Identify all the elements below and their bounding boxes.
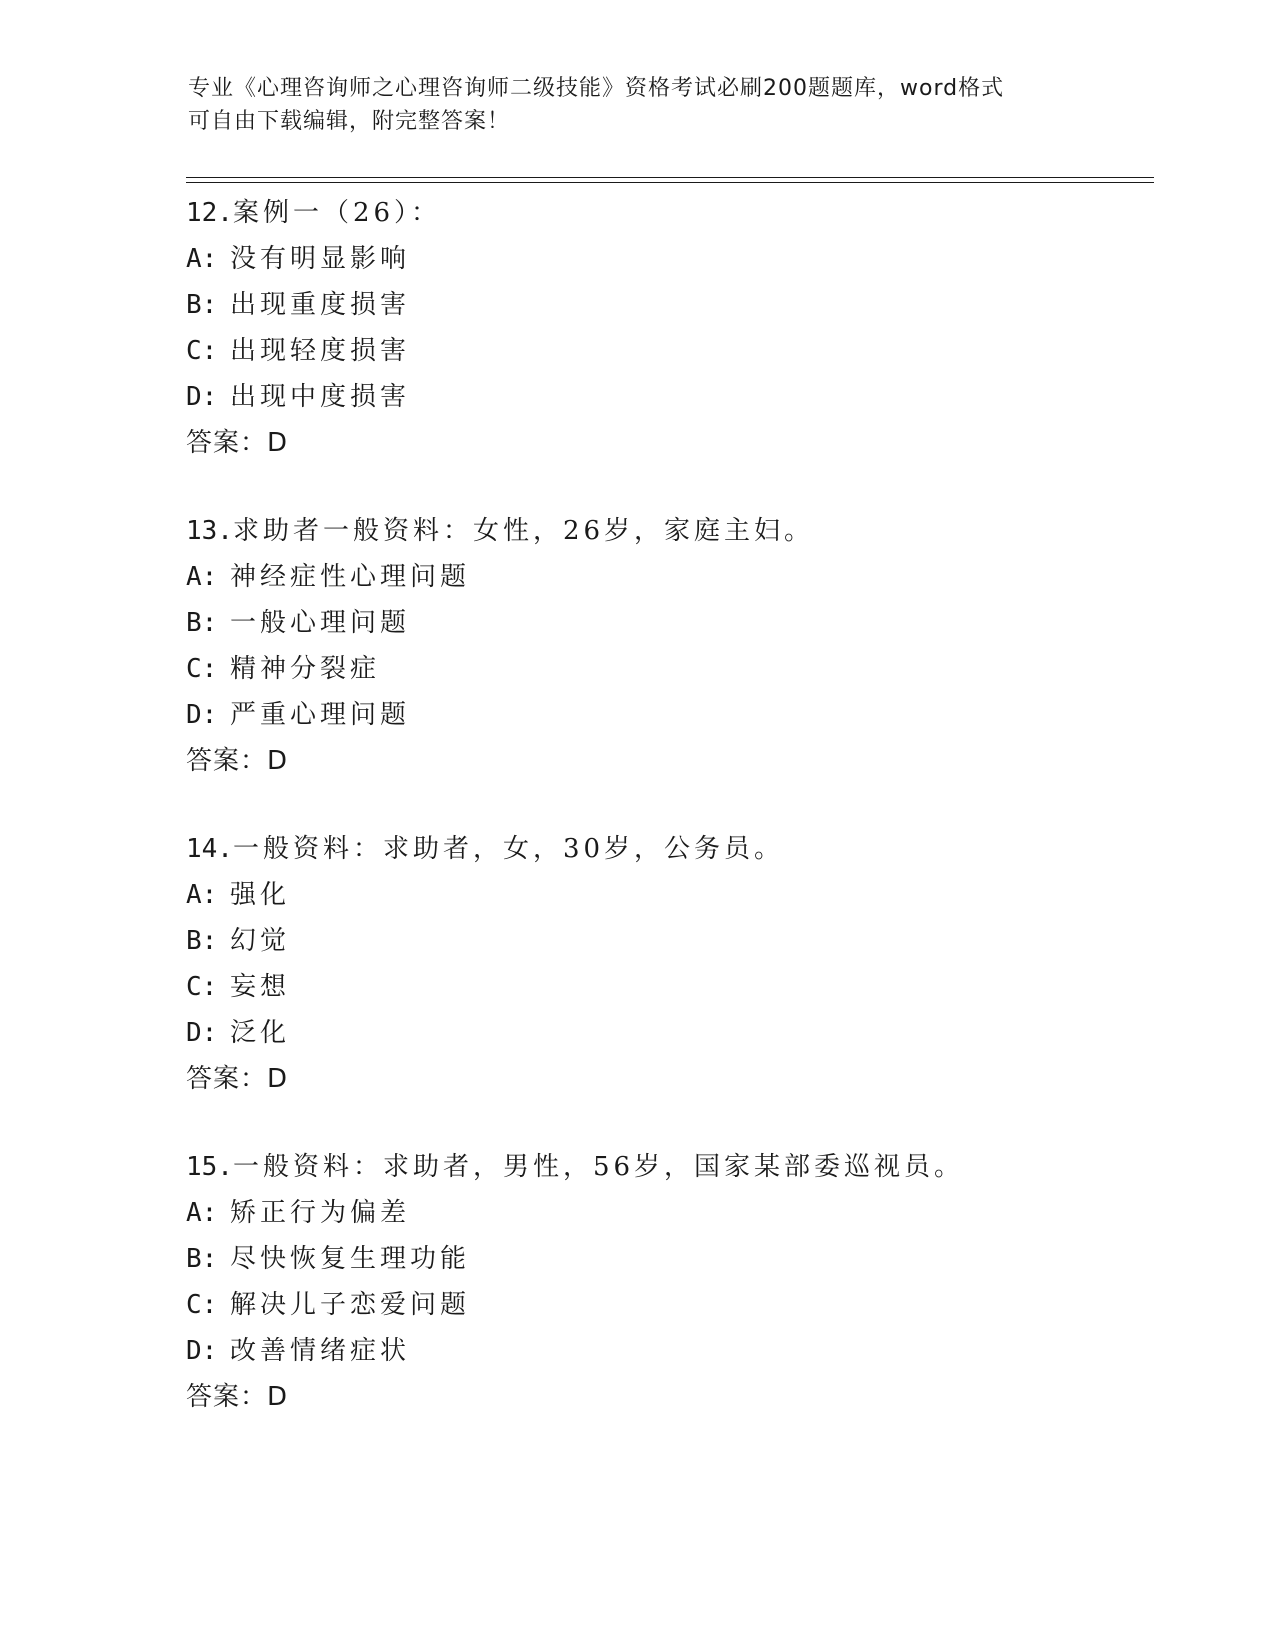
question-number: 14.: [186, 834, 233, 864]
question-12: [186, 190, 1146, 466]
question-number: 15.: [186, 1152, 233, 1182]
option-b: [186, 918, 1146, 964]
option-text: 泛化: [230, 1018, 291, 1048]
option-text: 尽快恢复生理功能: [230, 1244, 471, 1274]
option-b: [186, 1236, 1146, 1282]
option-text: 没有明显影响: [230, 244, 411, 274]
option-text: 改善情绪症状: [230, 1336, 411, 1366]
option-text: 出现中度损害: [230, 382, 411, 412]
option-letter: B:: [186, 1244, 218, 1274]
option-text: 精神分裂症: [230, 654, 381, 684]
option-text: 一般心理问题: [230, 608, 411, 638]
option-c: [186, 328, 1146, 374]
question-stem: [186, 190, 1146, 236]
answer-line: 答案：D: [186, 1382, 289, 1412]
option-b: [186, 600, 1146, 646]
option-letter: D:: [186, 382, 218, 412]
option-letter: A:: [186, 880, 218, 910]
question-14: [186, 826, 1146, 1102]
answer-line: 答案：D: [186, 428, 289, 458]
header-title-line-2: 可自由下载编辑，附完整答案！: [188, 109, 511, 134]
option-letter: C:: [186, 654, 218, 684]
option-d: [186, 1328, 1146, 1374]
option-d: [186, 692, 1146, 738]
header-double-rule: [186, 177, 1154, 183]
option-letter: D:: [186, 1336, 218, 1366]
option-letter: D:: [186, 1018, 218, 1048]
question-number: 13.: [186, 516, 233, 546]
document-header: [188, 72, 1088, 138]
option-c: [186, 1282, 1146, 1328]
option-d: [186, 374, 1146, 420]
option-c: [186, 646, 1146, 692]
question-stem: [186, 826, 1146, 872]
answer-line: 答案：D: [186, 1064, 289, 1094]
question-number: 12.: [186, 198, 233, 228]
option-letter: A:: [186, 1198, 218, 1228]
option-text: 严重心理问题: [230, 700, 411, 730]
option-letter: A:: [186, 562, 218, 592]
option-text: 神经症性心理问题: [230, 562, 471, 592]
option-text: 解决儿子恋爱问题: [230, 1290, 471, 1320]
question-text: 一般资料：求助者，女，30岁，公务员。: [232, 834, 785, 864]
option-letter: A:: [186, 244, 218, 274]
option-b: [186, 282, 1146, 328]
option-letter: B:: [186, 608, 218, 638]
question-text: 一般资料：求助者，男性，56岁，国家某部委巡视员。: [232, 1152, 965, 1182]
question-13: [186, 508, 1146, 784]
question-text: 案例一（26）：: [232, 198, 442, 228]
option-a: [186, 554, 1146, 600]
option-text: 幻觉: [230, 926, 291, 956]
option-a: [186, 872, 1146, 918]
question-stem: [186, 508, 1146, 554]
option-c: [186, 964, 1146, 1010]
option-letter: D:: [186, 700, 218, 730]
option-d: [186, 1010, 1146, 1056]
option-letter: C:: [186, 336, 218, 366]
option-a: [186, 236, 1146, 282]
option-text: 出现重度损害: [230, 290, 411, 320]
question-stem: [186, 1144, 1146, 1190]
answer-line: 答案：D: [186, 746, 289, 776]
option-text: 妄想: [230, 972, 291, 1002]
option-a: [186, 1190, 1146, 1236]
question-list: [186, 190, 1146, 1462]
option-text: 矫正行为偏差: [230, 1198, 411, 1228]
header-title-line-1: 专业《心理咨询师之心理咨询师二级技能》资格考试必刷200题题库，word格式: [188, 76, 1005, 101]
question-15: [186, 1144, 1146, 1420]
option-letter: B:: [186, 290, 218, 320]
option-letter: B:: [186, 926, 218, 956]
option-text: 出现轻度损害: [230, 336, 411, 366]
option-letter: C:: [186, 1290, 218, 1320]
question-text: 求助者一般资料：女性，26岁，家庭主妇。: [232, 516, 815, 546]
option-letter: C:: [186, 972, 218, 1002]
option-text: 强化: [230, 880, 291, 910]
